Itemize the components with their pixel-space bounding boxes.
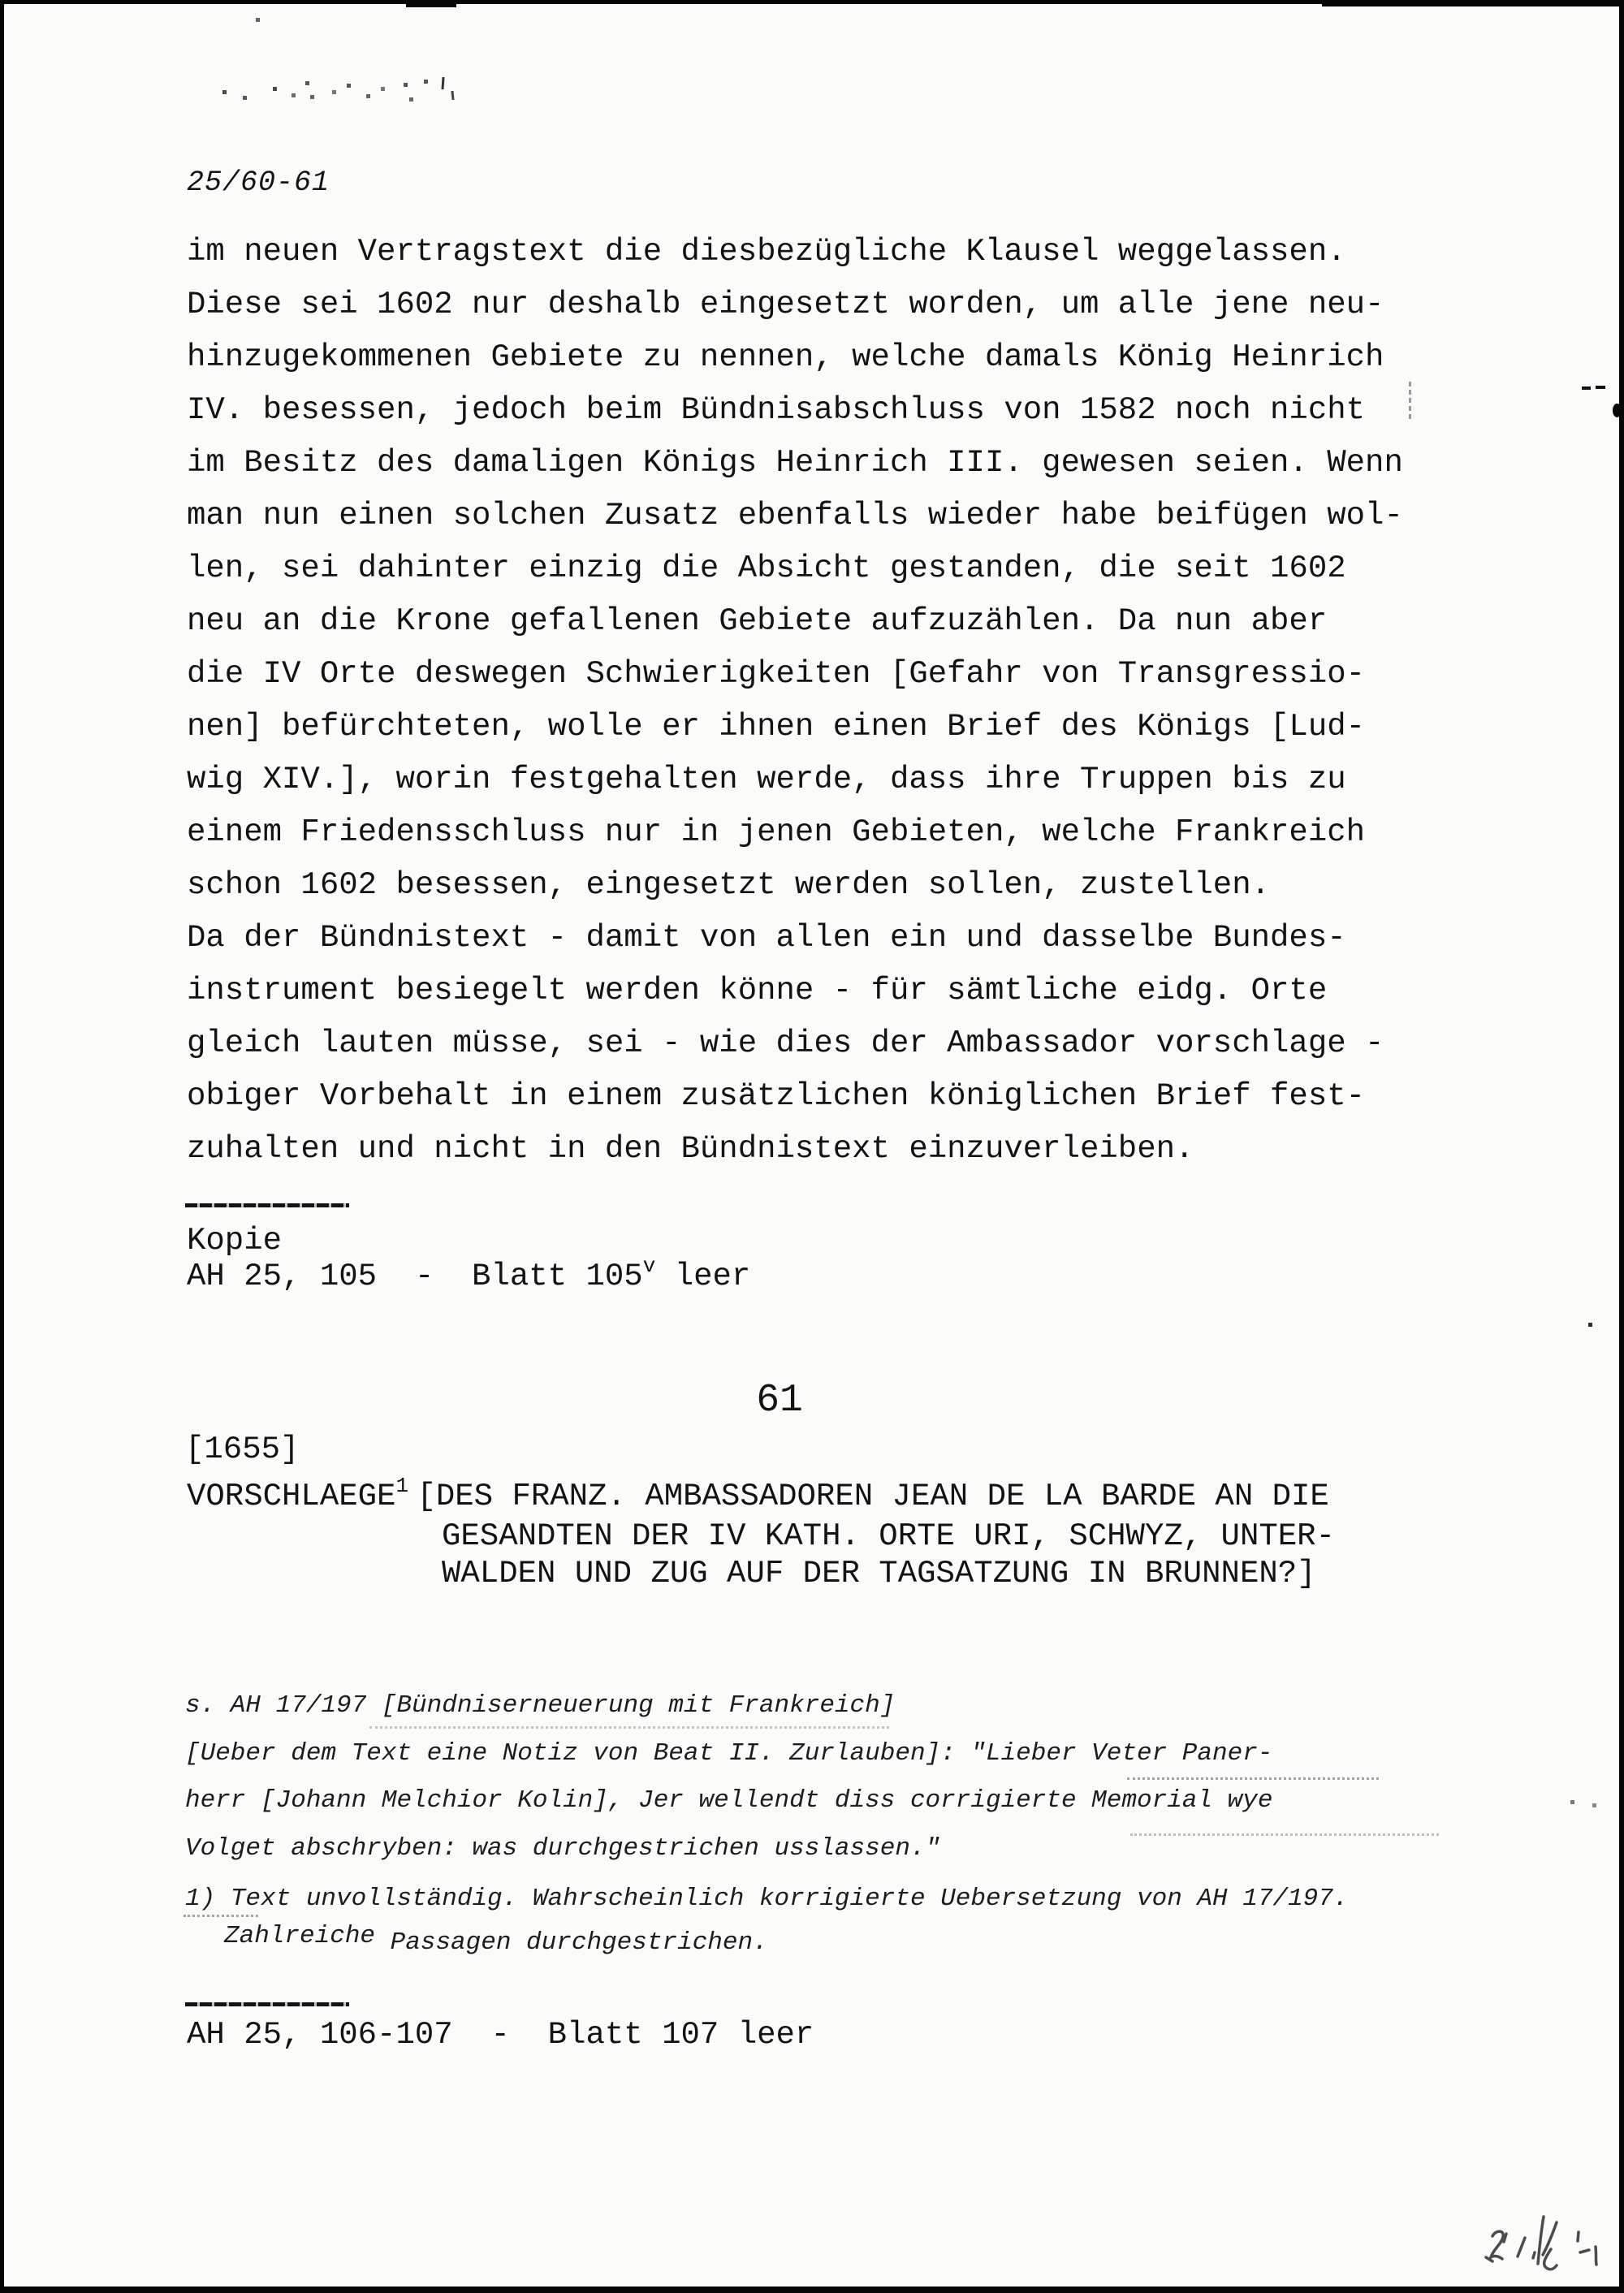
body-line: einem Friedensschluss nur in jenen Gebieten, welche Frankreich [187, 814, 1366, 850]
pencil-stroke [1533, 2252, 1535, 2258]
archive-reference-tail: leer [655, 1259, 751, 1294]
footnote [185, 1881, 1348, 1955]
pencil-stroke [1578, 2232, 1579, 2241]
footnote-word: Zahlreiche [224, 1922, 376, 1950]
archive-reference: AH 25, 106-107 - Blatt 107 leer [187, 2017, 814, 2053]
scan-speck-noise [0, 0, 2, 2]
scan-border-left [0, 0, 4, 2293]
entry-title-line: WALDEN UND ZUG AUF DER TAGSATZUNG IN BRUNNEN?] [442, 1556, 1316, 1591]
scan-border-bottom [0, 2287, 1624, 2293]
pencil-stroke [1518, 2238, 1525, 2256]
scan-smudge-tick [451, 91, 454, 100]
entry-title [187, 1474, 1335, 1592]
editorial-notes [185, 1682, 1272, 1872]
entry-title-line [187, 1474, 1335, 1518]
margin-vertical-artifact [1409, 382, 1411, 421]
scan-border-top-segment [406, 0, 456, 7]
body-line: im neuen Vertragstext die diesbezügliche Klausel weggelassen. [187, 234, 1346, 270]
body-line: zuhalten und nicht in den Bündnistext einzuverleiben. [187, 1131, 1194, 1167]
body-line: obiger Vorbehalt in einem zusätzlichen königlichen Brief fest- [187, 1078, 1366, 1114]
body-line: neu an die Krone gefallenen Gebiete aufzuzählen. Da nun aber [187, 603, 1328, 639]
footnote-line [185, 1918, 1348, 1955]
footnote-marker: 1 [395, 1474, 409, 1498]
footnote-line: 1) Text unvollständig. Wahrscheinlich korrigierte Uebersetzung von AH 17/197. [185, 1885, 1349, 1913]
page-header-reference: 25/60-61 [187, 166, 330, 199]
copy-label: Kopie [187, 1223, 283, 1259]
pencil-stroke [1538, 2217, 1544, 2264]
note-line: herr [Johann Melchior Kolin], Jer wellendt diss corrigierte Memorial wye [185, 1786, 1273, 1815]
margin-dash-mark [1596, 386, 1605, 389]
body-line: im Besitz des damaligen Königs Heinrich III. gewesen seien. Wenn [187, 445, 1403, 481]
body-line: wig XIV.], worin festgehalten werde, dass ihre Truppen bis zu [187, 762, 1346, 797]
body-line: IV. besessen, jedoch beim Bündnisabschluss von 1582 noch nicht [187, 392, 1366, 428]
separator-rule [185, 2002, 349, 2006]
superscript-v: v [642, 1254, 656, 1278]
body-line: len, sei dahinter einzig die Absicht gestanden, die seit 1602 [187, 551, 1346, 586]
note-line: [Ueber dem Text eine Notiz von Beat II. Zurlauben]: "Lieber Veter Paner- [185, 1738, 1273, 1768]
pencil-stroke [1491, 2231, 1503, 2259]
body-line: gleich lauten müsse, sei - wie dies der Ambassador vorschlage - [187, 1026, 1384, 1061]
scan-border-notch [1613, 404, 1622, 417]
entry-title-rest: [DES FRANZ. AMBASSADOREN JEAN DE LA BARDE AN DIE [417, 1479, 1329, 1514]
scan-border-right [1619, 0, 1624, 2293]
body-line: man nun einen solchen Zusatz ebenfalls wieder habe beifügen wol- [187, 498, 1403, 533]
note-line: Volget abschryben: was durchgestrichen usslassen." [185, 1833, 941, 1863]
body-line: schon 1602 besessen, eingesetzt werden sollen, zustellen. [187, 867, 1271, 903]
regest-body [187, 226, 1403, 1176]
body-line: instrument besiegelt werden könne - für sämtliche eidg. Orte [187, 973, 1328, 1008]
margin-dash-mark [1582, 386, 1591, 390]
body-line: nen] befürchteten, wolle er ihnen einen Brief des Königs [Lud- [187, 709, 1366, 745]
body-line: die IV Orte deswegen Schwierigkeiten [Gefahr von Transgressio- [187, 656, 1366, 692]
body-line: Diese sei 1602 nur deshalb eingesetzt worden, um alle jene neu- [187, 287, 1384, 322]
note-line: s. AH 17/197 [Bündniserneuerung mit Frankreich] [185, 1691, 896, 1720]
entry-title-word: VORSCHLAEGE [187, 1479, 396, 1514]
body-line: Da der Bündnistext - damit von allen ein und dasselbe Bundes- [187, 920, 1346, 956]
pencil-stroke [1544, 2249, 1557, 2269]
separator-rule [185, 1203, 349, 1207]
archive-reference [187, 1254, 751, 1294]
pencil-stroke [1580, 2250, 1589, 2252]
entry-number: 61 [756, 1379, 803, 1423]
handwritten-annotation [1479, 2210, 1609, 2275]
body-line: hinzugekommenen Gebiete zu nennen, welche damals König Heinrich [187, 339, 1384, 375]
entry-title-line: GESANDTEN DER IV KATH. ORTE URI, SCHWYZ, UNTER- [442, 1518, 1335, 1554]
footnote-word-offset: Passagen durchgestrichen. [375, 1928, 768, 1957]
scan-border-top-segment [1322, 0, 1621, 6]
scan-smudge-tick [441, 77, 444, 89]
archive-reference-main: AH 25, 105 - Blatt 105 [187, 1259, 643, 1294]
entry-year: [1655] [185, 1432, 300, 1467]
